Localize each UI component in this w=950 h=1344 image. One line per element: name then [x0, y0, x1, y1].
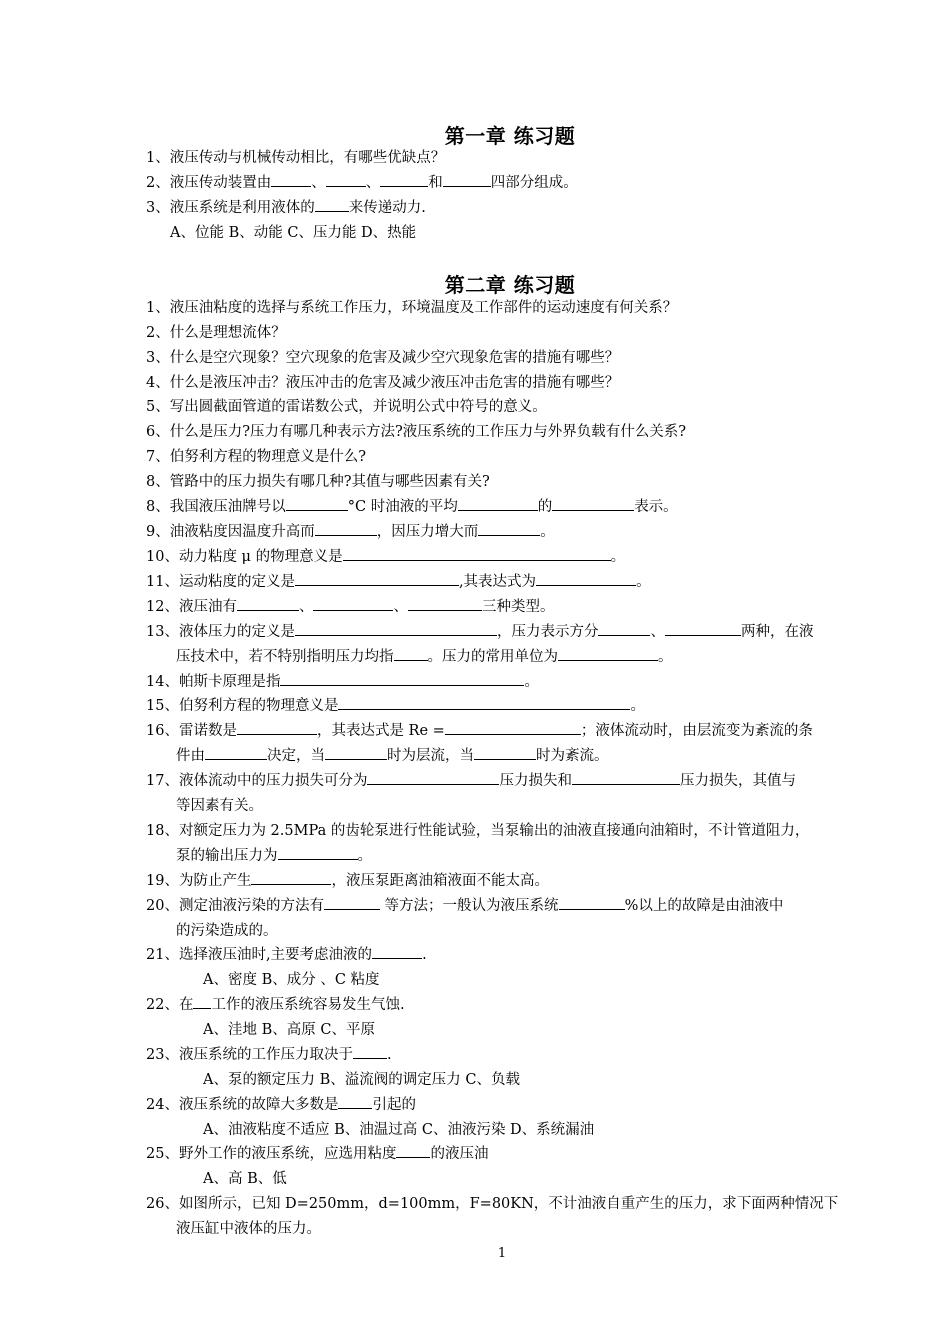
ch2-question-20-cont: 的污染造成的。 — [176, 923, 278, 939]
ch1-question-3-options: A、位能 B、动能 C、压力能 D、热能 — [170, 225, 417, 241]
ch2-question-25: 25、野外工作的液压系统，应选用粘度 的液压油 — [146, 1142, 488, 1166]
ch2-question-11: 11、运动粘度的定义是 ,其表达式为 。 — [146, 570, 651, 594]
ch2-question-16-cont: 件由 决定，当 时为层流，当 时为紊流。 — [176, 744, 609, 768]
ch1-question-2: 2、液压传动装置由 、 、 和 四部分组成。 — [146, 171, 578, 195]
ch2-question-25-options: A、高 B、低 — [203, 1171, 287, 1187]
ch2-question-16: 16、雷诺数是 ，其表达式是 Re = ；液体流动时，由层流变为紊流的条 — [146, 719, 813, 743]
ch2-question-8b: 8、我国液压油牌号以 °C 时油液的平均 的 表示。 — [146, 495, 678, 519]
ch2-question-3: 3、什么是空穴现象？空穴现象的危害及减少空穴现象危害的措施有哪些？ — [146, 350, 620, 366]
ch2-question-24-options: A、油液粘度不适应 B、油温过高 C、油液污染 D、系统漏油 — [203, 1122, 595, 1138]
ch2-question-5: 5、写出圆截面管道的雷诺数公式，并说明公式中符号的意义。 — [146, 399, 547, 415]
ch2-question-24: 24、液压系统的故障大多数是 引起的 — [146, 1093, 416, 1117]
ch2-question-19: 19、为防止产生 ，液压泵距离油箱液面不能太高。 — [146, 869, 549, 893]
ch2-question-23: 23、液压系统的工作压力取决于 . — [146, 1043, 392, 1067]
ch2-question-26-cont: 液压缸中液体的压力。 — [176, 1221, 321, 1237]
ch2-question-20: 20、测定油液污染的方法有 等方法；一般认为液压系统 %以上的故障是由油液中 — [146, 894, 783, 918]
ch2-question-22-options: A、洼地 B、高原 C、平原 — [203, 1022, 375, 1038]
ch2-question-17-cont: 等因素有关。 — [176, 798, 263, 814]
ch2-question-14: 14、帕斯卡原理是指 。 — [146, 670, 539, 694]
ch2-question-10: 10、动力粘度 μ 的物理意义是 。 — [146, 545, 625, 569]
ch1-question-1: 1、液压传动与机械传动相比，有哪些优缺点？ — [146, 150, 446, 166]
ch2-question-21-options: A、密度 B、成分 、C 粘度 — [203, 972, 380, 988]
ch1-question-3: 3、液压系统是利用液体的 来传递动力. — [146, 196, 426, 220]
ch2-question-8: 8、管路中的压力损失有哪几种?其值与哪些因素有关? — [146, 474, 490, 490]
chapter-two-title: 第二章 练习题 — [444, 273, 576, 297]
ch2-question-22: 22、在 工作的液压系统容易发生气蚀. — [146, 993, 405, 1017]
ch2-question-7: 7、伯努利方程的物理意义是什么? — [146, 449, 366, 465]
ch2-question-23-options: A、泵的额定压力 B、溢流阀的调定压力 C、负载 — [203, 1072, 520, 1088]
ch2-question-26: 26、如图所示，已知 D=250mm，d=100mm，F=80KN，不计油液自重产生的压力，求下面两种情况下 — [146, 1196, 839, 1212]
chapter-one-title: 第一章 练习题 — [444, 124, 576, 148]
ch2-question-13: 13、液体压力的定义是 ，压力表示方分 、 两种，在液 — [146, 620, 813, 644]
ch2-question-18: 18、对额定压力为 2.5MPa 的齿轮泵进行性能试验，当泵输出的油液直接通向油箱时，不计管道阻力， — [146, 823, 810, 839]
ch2-question-4: 4、什么是液压冲击？液压冲击的危害及减少液压冲击危害的措施有哪些？ — [146, 375, 620, 391]
ch2-question-21: 21、选择液压油时,主要考虑油液的 . — [146, 943, 427, 967]
ch2-question-13-cont: 压技术中，若不特别指明压力均指 。压力的常用单位为 。 — [176, 645, 673, 669]
ch2-question-9: 9、油液粘度因温度升高而 ，因压力增大而 。 — [146, 520, 555, 544]
ch2-question-17: 17、液体流动中的压力损失可分为 压力损失和 压力损失，其值与 — [146, 769, 796, 793]
ch2-question-1: 1、液压油粘度的选择与系统工作压力，环境温度及工作部件的运动速度有何关系？ — [146, 300, 678, 316]
ch2-question-15: 15、伯努利方程的物理意义是 。 — [146, 694, 645, 718]
ch2-question-6: 6、什么是压力?压力有哪几种表示方法?液压系统的工作压力与外界负载有什么关系? — [146, 424, 687, 440]
ch2-question-18-cont: 泵的输出压力为 。 — [176, 844, 372, 868]
page-number: 1 — [497, 1246, 507, 1261]
ch2-question-12: 12、液压油有 、 、 三种类型。 — [146, 595, 554, 619]
ch2-question-2: 2、什么是理想流体？ — [146, 325, 286, 341]
